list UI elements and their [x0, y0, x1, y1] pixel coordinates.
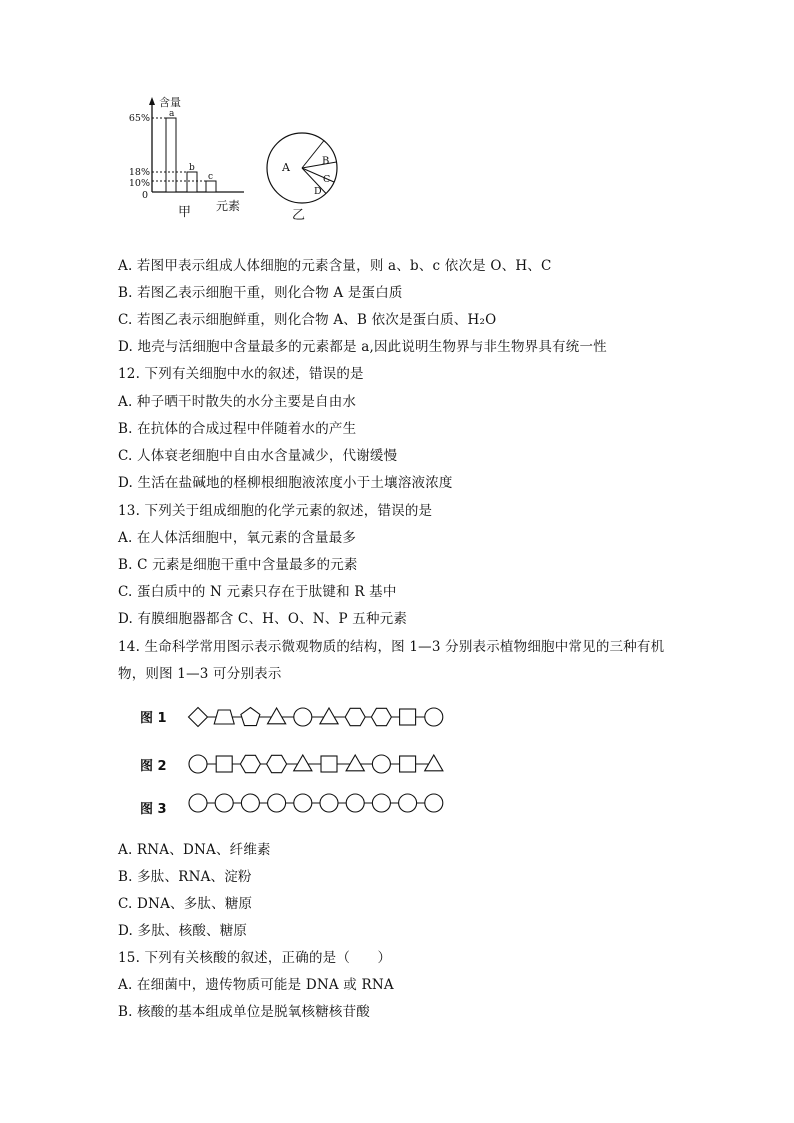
bar-c-label: c	[208, 172, 214, 182]
q14-stem-line2: 物，则图 1—3 可分别表示	[118, 666, 282, 682]
y-tick-10: 10%	[128, 178, 150, 189]
q11-option-c: C. 若图乙表示细胞鲜重，则化合物 A、B 依次是蛋白质、H₂O	[118, 312, 497, 328]
q15-option-a: A. 在细菌中，遗传物质可能是 DNA 或 RNA	[118, 977, 394, 993]
monomer-square	[400, 709, 416, 725]
monomer-trapezoid	[214, 710, 234, 724]
monomer-square	[321, 756, 337, 772]
q11-option-d: D. 地壳与活细胞中含量最多的元素都是 a,因此说明生物界与非生物界具有统一性	[118, 339, 607, 355]
monomer-triangle	[346, 755, 364, 771]
slice-d-label: D	[314, 186, 322, 197]
monomer-square	[216, 756, 232, 772]
monomer-diamond	[189, 708, 208, 727]
q13-option-c: C. 蛋白质中的 N 元素只存在于肽键和 R 基中	[118, 584, 397, 600]
q13-option-b: B. C 元素是细胞干重中含量最多的元素	[118, 557, 358, 573]
q15-stem: 15. 下列有关核酸的叙述，正确的是（ ）	[118, 950, 392, 966]
q12-option-a: A. 种子晒干时散失的水分主要是自由水	[118, 394, 357, 410]
q14-option-c: C. DNA、多肽、糖原	[118, 896, 253, 912]
figure-jia-caption: 甲	[178, 205, 192, 220]
bar-b-label: b	[189, 163, 195, 173]
monomer-circle	[268, 794, 286, 812]
monomer-circle	[294, 708, 312, 726]
monomer-chain-figure	[138, 700, 458, 822]
monomer-circle	[399, 794, 417, 812]
monomer-hexagon	[371, 708, 391, 725]
monomer-circle	[189, 755, 207, 773]
y-axis-label: 含量	[159, 96, 181, 109]
monomer-triangle	[320, 708, 338, 724]
monomer-circle	[425, 708, 443, 726]
q12-stem: 12. 下列有关细胞中水的叙述，错误的是	[118, 366, 364, 382]
chain-1-label: 图 1	[140, 711, 167, 726]
monomer-triangle	[268, 708, 286, 724]
monomer-pentagon	[241, 708, 260, 726]
monomer-circle	[372, 755, 390, 773]
monomer-triangle	[294, 755, 312, 771]
monomer-circle	[294, 794, 312, 812]
monomer-circle	[189, 794, 207, 812]
monomer-circle	[425, 794, 443, 812]
chain-3-label: 图 3	[140, 802, 167, 817]
monomer-square	[400, 756, 416, 772]
monomer-circle	[346, 794, 364, 812]
q11-option-a: A. 若图甲表示组成人体细胞的元素含量，则 a、b、c 依次是 O、H、C	[118, 258, 552, 274]
figure-yi	[262, 128, 352, 224]
q14-stem-line1: 14. 生命科学常用图示表示微观物质的结构，图 1—3 分别表示植物细胞中常见的三种有机	[118, 639, 665, 655]
monomer-hexagon	[345, 708, 365, 725]
slice-a-label: A	[282, 161, 290, 174]
slice-c-label: C	[323, 174, 331, 185]
q12-option-c: C. 人体衰老细胞中自由水含量减少，代谢缓慢	[118, 448, 398, 464]
figure-jia	[128, 92, 254, 222]
bar-b	[187, 172, 197, 192]
monomer-triangle	[425, 755, 443, 771]
q14-option-b: B. 多肽、RNA、淀粉	[118, 869, 252, 885]
y-tick-65: 65%	[128, 113, 150, 124]
q14-option-d: D. 多肽、核酸、糖原	[118, 923, 248, 939]
q13-option-a: A. 在人体活细胞中，氧元素的含量最多	[118, 530, 357, 546]
q13-option-d: D. 有膜细胞器都含 C、H、O、N、P 五种元素	[118, 611, 408, 627]
bar-a	[166, 118, 176, 192]
q12-option-d: D. 生活在盐碱地的柽柳根细胞液浓度小于土壤溶液浓度	[118, 475, 453, 491]
q14-option-a: A. RNA、DNA、纤维素	[118, 842, 271, 858]
q11-option-b: B. 若图乙表示细胞干重，则化合物 A 是蛋白质	[118, 285, 403, 301]
monomer-circle	[372, 794, 390, 812]
bar-a-label: a	[169, 109, 175, 119]
figure-yi-caption: 乙	[292, 208, 306, 223]
x-axis-label: 元素	[216, 199, 241, 213]
y-tick-0: 0	[141, 190, 148, 201]
bar-c	[206, 181, 216, 192]
slice-b-label: B	[322, 156, 330, 167]
chain-2-label: 图 2	[140, 759, 167, 774]
q12-option-b: B. 在抗体的合成过程中伴随着水的产生	[118, 421, 357, 437]
monomer-circle	[215, 794, 233, 812]
q15-option-b: B. 核酸的基本组成单位是脱氧核糖核苷酸	[118, 1004, 371, 1020]
y-tick-18: 18%	[128, 167, 150, 178]
monomer-hexagon	[240, 755, 260, 772]
monomer-hexagon	[267, 755, 287, 772]
q13-stem: 13. 下列关于组成细胞的化学元素的叙述，错误的是	[118, 503, 433, 519]
monomer-circle	[241, 794, 259, 812]
monomer-circle	[320, 794, 338, 812]
